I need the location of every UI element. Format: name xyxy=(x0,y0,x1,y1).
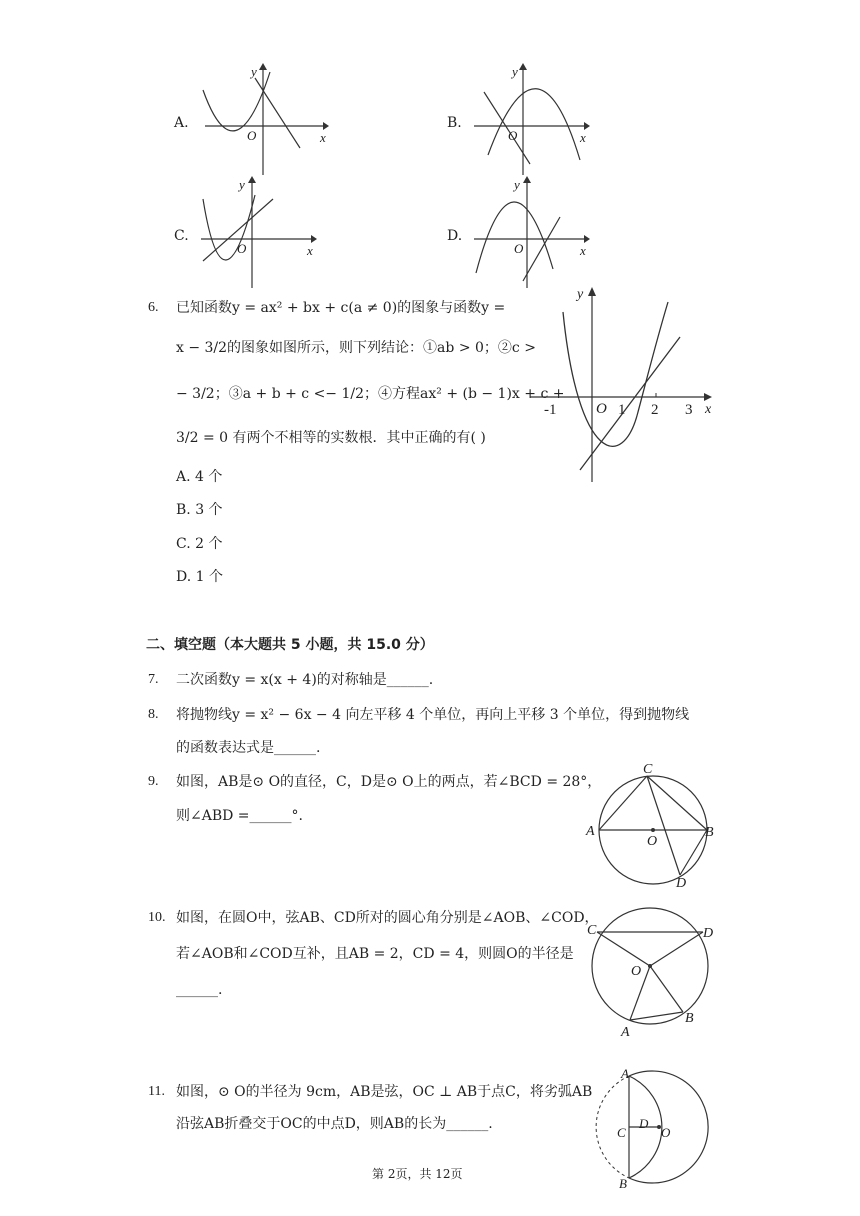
axis-y-label: y xyxy=(239,177,245,192)
q6-graph xyxy=(528,282,718,487)
q9-number: 9. xyxy=(148,774,159,789)
tick-3: 3 xyxy=(685,402,693,418)
q10-number: 10. xyxy=(148,910,166,925)
tick-1: 1 xyxy=(618,402,626,418)
page-footer: 第 2页，共 12页 xyxy=(372,1167,463,1181)
axis-x-label: x xyxy=(580,130,586,145)
point-a-label: A xyxy=(621,1066,629,1081)
origin-label: O xyxy=(247,128,257,143)
option-b-label: B. xyxy=(447,115,462,131)
q6-line4: 3/2 = 0 有两个不相等的实数根．其中正确的有( ) xyxy=(176,430,486,446)
point-a-label: A xyxy=(586,824,595,839)
point-d-label: D xyxy=(703,926,714,941)
axis-y-label: y xyxy=(577,287,584,302)
q10-line1: 如图，在圆O中，弦AB、CD所对的圆心角分别是∠AOB、∠COD， xyxy=(176,910,599,926)
point-a-label: A xyxy=(621,1025,630,1040)
axis-x-label: x xyxy=(705,402,712,417)
axis-x-label: x xyxy=(580,243,586,258)
section-heading: 二、填空题（本大题共 5 小题，共 15.0 分） xyxy=(146,637,434,653)
q10-line3: ______. xyxy=(176,982,223,998)
option-d-label: D. xyxy=(447,228,463,244)
q8-line1: 将抛物线y = x² − 6x − 4 向左平移 4 个单位，再向上平移 3 个单位，得到抛物线 xyxy=(176,707,690,723)
point-o-label: O xyxy=(661,1125,671,1140)
q6-option-a: A. 4 个 xyxy=(176,469,223,485)
q9-line1: 如图，AB是⊙ O的直径，C，D是⊙ O上的两点，若∠BCD = 28°， xyxy=(176,774,602,790)
point-c-label: C xyxy=(587,923,597,938)
origin-label: O xyxy=(237,241,247,256)
q10-figure xyxy=(585,900,720,1040)
q8-line2: 的函数表达式是______. xyxy=(176,740,321,756)
q6-line3: − 3/2；③a + b + c <− 1/2；④方程ax² + (b − 1)x + c + xyxy=(176,386,565,402)
q6-line1: 已知函数y = ax² + bx + c(a ≠ 0)的图象与函数y = xyxy=(176,300,506,316)
graph-option-c xyxy=(195,173,335,293)
q7-text: 二次函数y = x(x + 4)的对称轴是______. xyxy=(176,672,434,688)
origin-label: O xyxy=(508,128,518,143)
point-b-label: B xyxy=(705,825,714,840)
tick-minus-1: -1 xyxy=(544,402,557,418)
q11-line1: 如图，⊙ O的半径为 9cm，AB是弦，OC ⊥ AB于点C，将劣弧AB xyxy=(176,1084,593,1100)
q6-option-c: C. 2 个 xyxy=(176,536,223,552)
tick-2: 2 xyxy=(651,402,659,418)
q6-line2: x − 3/2的图象如图所示，则下列结论：①ab > 0；②c > xyxy=(176,340,536,356)
point-d-label: D xyxy=(639,1116,649,1131)
axis-x-label: x xyxy=(307,243,313,258)
axis-y-label: y xyxy=(514,177,520,192)
origin-label: O xyxy=(514,241,524,256)
q11-number: 11. xyxy=(148,1084,165,1099)
q11-figure xyxy=(595,1066,725,1190)
point-d-label: D xyxy=(676,876,687,891)
axis-y-label: y xyxy=(512,64,518,79)
q9-line2: 则∠ABD =______°. xyxy=(176,808,303,824)
axis-x-label: x xyxy=(320,130,326,145)
q10-line2: 若∠AOB和∠COD互补，且AB = 2，CD = 4，则圆O的半径是 xyxy=(176,946,574,962)
q8-number: 8. xyxy=(148,707,159,722)
q11-line2: 沿弦AB折叠交于OC的中点D，则AB的长为______. xyxy=(176,1116,493,1132)
point-b-label: B xyxy=(619,1176,627,1191)
q9-figure xyxy=(585,760,720,890)
q6-option-b: B. 3 个 xyxy=(176,502,223,518)
option-a-label: A. xyxy=(174,115,189,131)
graph-option-b xyxy=(468,60,608,180)
q6-number: 6. xyxy=(148,300,159,315)
point-o-label: O xyxy=(631,964,642,979)
axis-y-label: y xyxy=(251,64,257,79)
point-c-label: C xyxy=(643,762,653,777)
point-c-label: C xyxy=(617,1125,626,1140)
q6-option-d: D. 1 个 xyxy=(176,569,223,585)
option-c-label: C. xyxy=(174,228,189,244)
graph-option-d xyxy=(468,173,608,293)
point-b-label: B xyxy=(685,1011,694,1026)
q7-number: 7. xyxy=(148,672,159,687)
point-o-label: O xyxy=(647,834,658,849)
origin-label: O xyxy=(596,401,607,417)
graph-option-a xyxy=(195,60,335,180)
